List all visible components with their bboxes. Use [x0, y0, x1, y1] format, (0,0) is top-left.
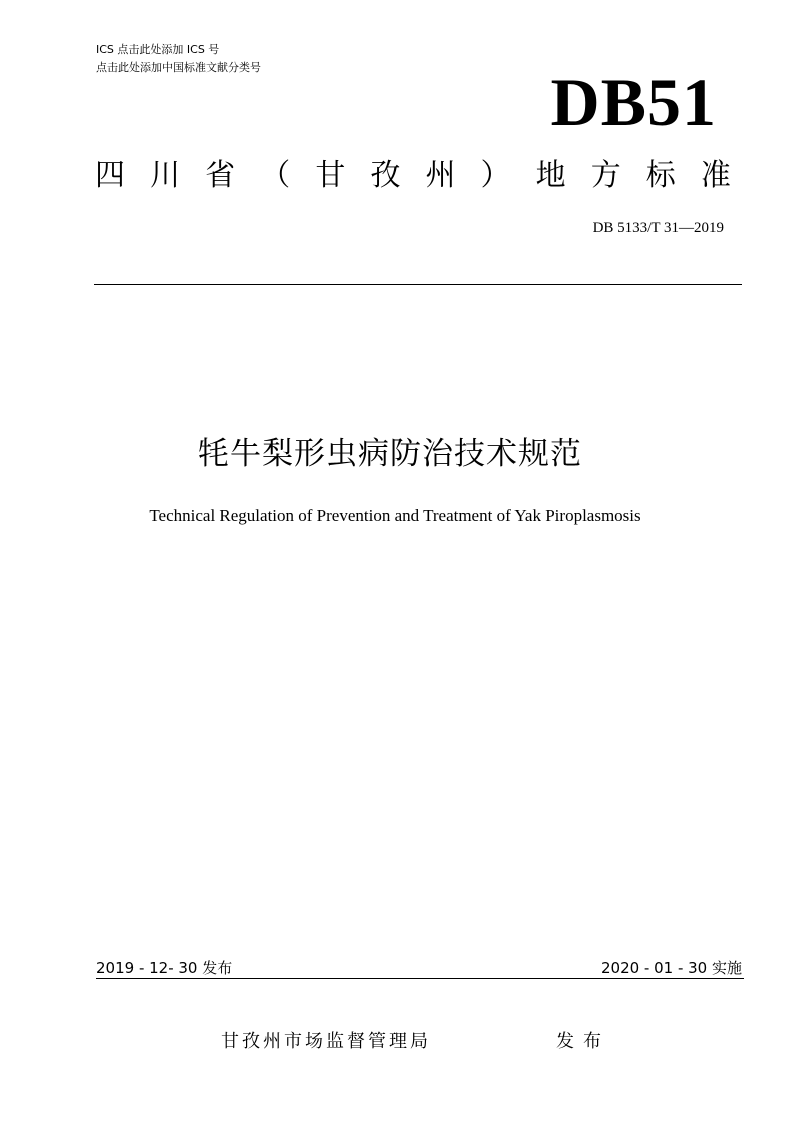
classification-number-placeholder[interactable]: 点击此处添加中国标准文献分类号 [96, 61, 261, 74]
standard-type-char: 州 [425, 158, 456, 193]
standard-type-char: 标 [645, 158, 676, 193]
ics-number-placeholder[interactable]: ICS 点击此处添加 ICS 号 [96, 43, 220, 56]
standard-type-char: 甘 [315, 158, 346, 193]
standard-code-mark: DB51 [550, 64, 717, 140]
issue-date: 2019 - 12- 30 发布 [96, 959, 233, 977]
standard-type-char: 四 [95, 158, 125, 193]
standard-type-char: 省 [205, 158, 236, 193]
standard-type-heading [95, 156, 731, 196]
standard-type-char: （ [260, 158, 291, 193]
standard-type-char: 川 [150, 158, 181, 193]
document-title-chinese: 牦牛梨形虫病防治技术规范 [198, 436, 582, 472]
standard-type-char: ） [480, 158, 511, 193]
standard-type-char: 准 [700, 158, 731, 193]
standard-type-char: 方 [590, 158, 621, 193]
issue-label: 发布 [556, 1031, 610, 1052]
header-divider [94, 284, 742, 285]
standard-type-char: 孜 [370, 158, 401, 193]
standard-type-char: 地 [535, 158, 566, 193]
document-title-english: Technical Regulation of Prevention and Treatment of Yak Piroplasmosis [149, 506, 641, 525]
implementation-date: 2020 - 01 - 30 实施 [600, 959, 742, 977]
issuing-authority: 甘孜州市场监督管理局 [221, 1031, 431, 1052]
document-number: DB 5133/T 31—2019 [592, 220, 724, 236]
footer-divider [96, 978, 744, 979]
